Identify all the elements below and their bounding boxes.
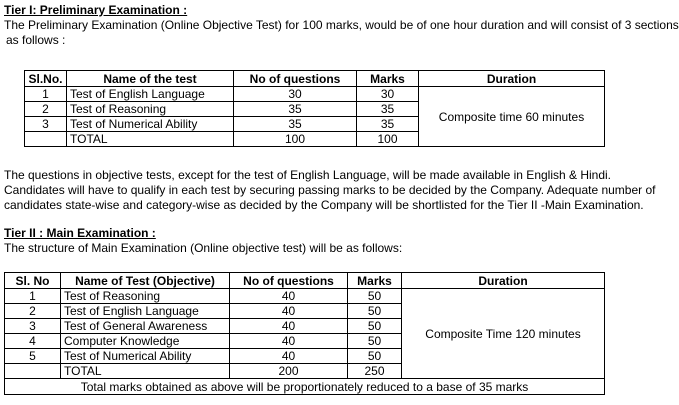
cell-questions: 40 [230, 319, 348, 334]
cell-questions: 40 [230, 349, 348, 364]
cell-slno: 2 [5, 304, 61, 319]
cell-marks: 50 [348, 304, 402, 319]
cell-total-questions: 200 [230, 364, 348, 379]
cell-questions: 35 [234, 102, 357, 117]
col-header-marks: Marks [357, 71, 419, 87]
cell-total-marks: 100 [357, 132, 419, 147]
cell-marks: 35 [357, 102, 419, 117]
col-header-duration: Duration [419, 71, 605, 87]
cell-marks: 35 [357, 117, 419, 132]
col-header-name: Name of Test (Objective) [61, 273, 230, 289]
tier1-table [24, 70, 605, 147]
col-header-slno: Sl. No [5, 273, 61, 289]
table-row [5, 289, 605, 304]
tier1-intro-line1: The Preliminary Examination (Online Objective Test) for 100 marks, would be of one hour duration and will consist of 3 sections [4, 18, 679, 32]
table-header-row [25, 71, 605, 87]
cell-test-name: Test of English Language [67, 87, 234, 102]
tier2-heading: Tier II : Main Examination : [4, 226, 156, 240]
tier1-note-1: The questions in objective tests, except for the test of English Language, will be made available in English & Hindi. [4, 168, 612, 182]
cell-marks: 50 [348, 319, 402, 334]
cell-test-name: Test of Numerical Ability [61, 349, 230, 364]
cell-total-label: TOTAL [61, 364, 230, 379]
tier1-intro-line2: as follows : [6, 33, 66, 47]
cell-duration: Composite Time 120 minutes [402, 289, 605, 379]
col-header-questions: No of questions [230, 273, 348, 289]
cell-slno: 3 [25, 117, 67, 132]
cell-slno: 3 [5, 319, 61, 334]
col-header-slno: Sl.No. [25, 71, 67, 87]
tier1-heading: Tier I: Preliminary Examination : [4, 3, 188, 17]
col-header-questions: No of questions [234, 71, 357, 87]
cell-slno: 4 [5, 334, 61, 349]
cell-questions: 35 [234, 117, 357, 132]
cell-test-name: Test of Numerical Ability [67, 117, 234, 132]
col-header-marks: Marks [348, 273, 402, 289]
cell-slno: 2 [25, 102, 67, 117]
tier1-note-3: candidates state-wise and category-wise as decided by the Company will be shortlisted for the Tier II -Main Examination. [4, 198, 644, 212]
cell-test-name: Test of Reasoning [61, 289, 230, 304]
cell-marks: 50 [348, 289, 402, 304]
cell-marks: 50 [348, 349, 402, 364]
cell-total-label: TOTAL [67, 132, 234, 147]
cell-empty [25, 132, 67, 147]
cell-test-name: Test of Reasoning [67, 102, 234, 117]
cell-test-name: Computer Knowledge [61, 334, 230, 349]
cell-questions: 30 [234, 87, 357, 102]
table-row [25, 87, 605, 102]
cell-questions: 40 [230, 304, 348, 319]
cell-questions: 40 [230, 289, 348, 304]
cell-questions: 40 [230, 334, 348, 349]
cell-slno: 1 [5, 289, 61, 304]
cell-empty [5, 364, 61, 379]
tier2-intro: The structure of Main Examination (Online objective test) will be as follows: [4, 241, 403, 255]
tier2-table [4, 272, 605, 395]
col-header-name: Name of the test [67, 71, 234, 87]
table-footer-row [5, 379, 605, 395]
cell-test-name: Test of English Language [61, 304, 230, 319]
cell-test-name: Test of General Awareness [61, 319, 230, 334]
cell-marks: 50 [348, 334, 402, 349]
cell-total-marks: 250 [348, 364, 402, 379]
cell-slno: 5 [5, 349, 61, 364]
cell-duration: Composite time 60 minutes [419, 87, 605, 147]
table-header-row [5, 273, 605, 289]
cell-marks: 30 [357, 87, 419, 102]
cell-slno: 1 [25, 87, 67, 102]
tier1-note-2: Candidates will have to qualify in each test by securing passing marks to be decided by the Company. Adequate number of [4, 183, 656, 197]
col-header-duration: Duration [402, 273, 605, 289]
cell-total-questions: 100 [234, 132, 357, 147]
table-footer-note: Total marks obtained as above will be proportionately reduced to a base of 35 marks [5, 379, 605, 395]
